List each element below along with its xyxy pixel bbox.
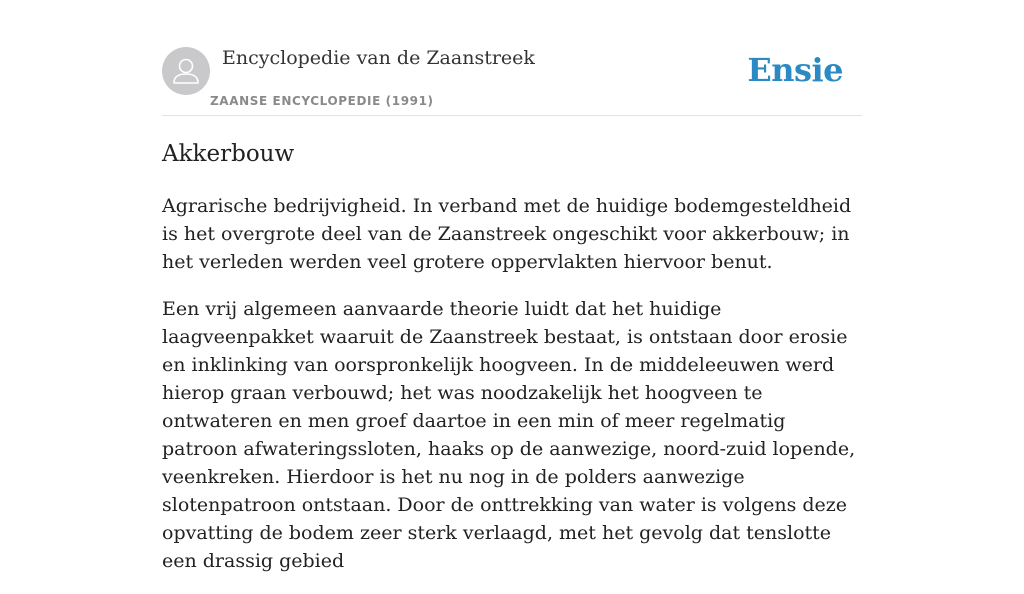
article-paragraph: Agrarische bedrijvigheid. In verband met de huidige bodemgesteldheid is het overgrote deel van de Zaanstreek ongeschikt voor akkerbouw; in het verleden werden veel grotere oppervlakten hiervoor benut.	[162, 195, 852, 273]
article-title: Akkerbouw	[162, 141, 295, 167]
ensie-logo[interactable]: Ensie	[747, 51, 843, 89]
source-title[interactable]: Encyclopedie van de Zaanstreek	[222, 47, 535, 69]
article-paragraph: Een vrij algemeen aanvaarde theorie luidt dat het huidige laagveenpakket waaruit de Zaanstreek bestaat, is ontstaan door erosie en inklinking van oorspronkelijk hoogveen. In de middeleeuwen werd hierop graan verbouwd; het was noodzakelijk het hoogveen te ontwateren en men groef daartoe in een min of meer regelmatig patroon afwateringssloten, haaks op de aanwezige, noord-zuid lopende, veenkreken. Hierdoor is het nu nog in de polders aanwezige slotenpatroon ontstaan. Door de onttrekking van water is volgens deze opvatting de bodem zeer sterk verlaagd, met het gevolg dat tenslotte een drassig gebied	[162, 298, 856, 572]
article-body	[162, 192, 862, 594]
user-icon	[162, 47, 210, 95]
page	[162, 0, 862, 572]
source-header	[162, 0, 862, 116]
avatar[interactable]	[162, 47, 210, 95]
source-subtitle[interactable]: ZAANSE ENCYCLOPEDIE (1991)	[210, 94, 434, 108]
